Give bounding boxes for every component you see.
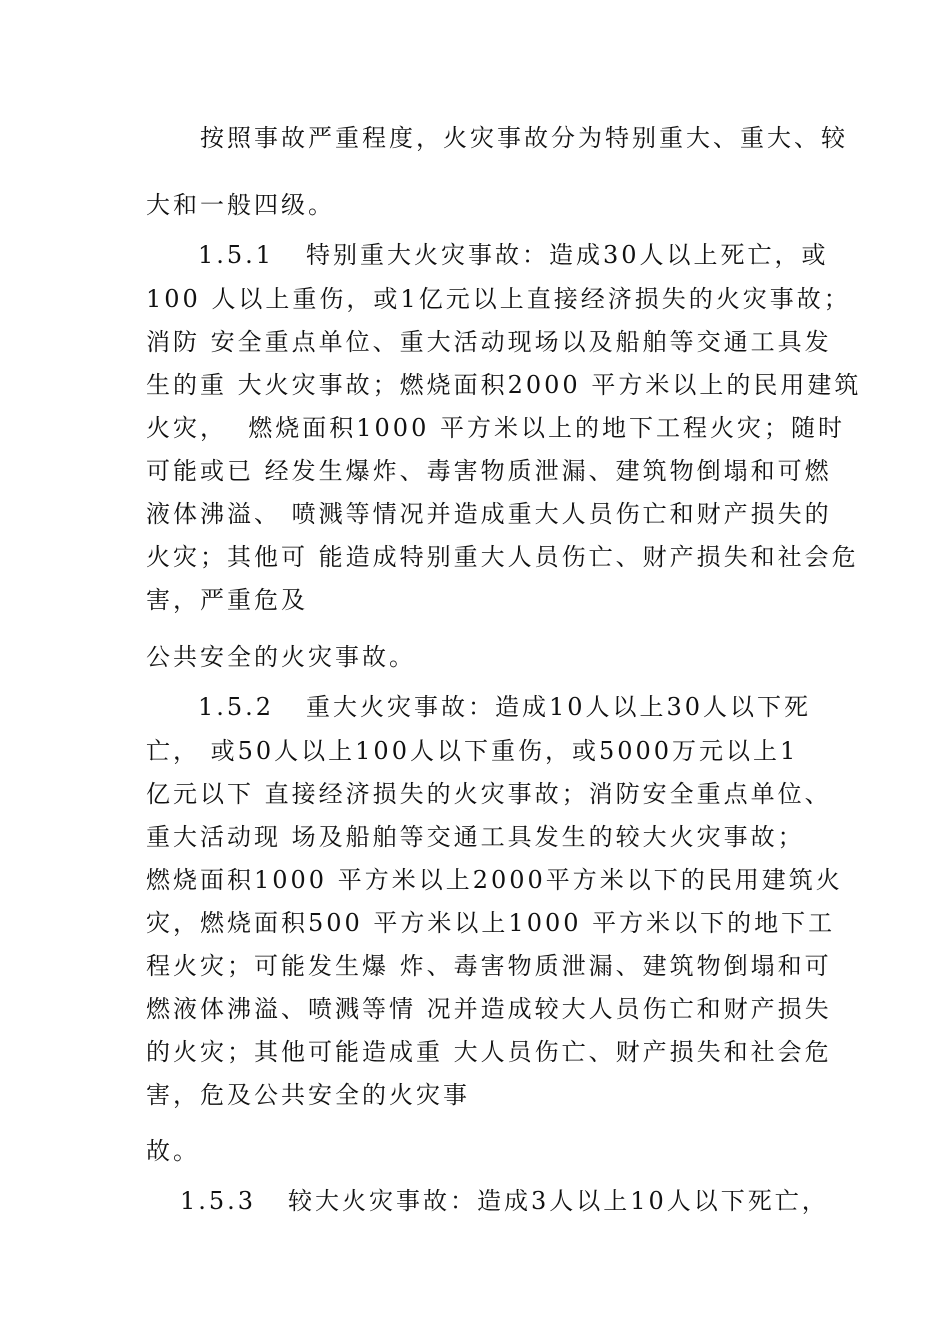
text-line: 可能或已 经发生爆炸、毒害物质泄漏、建筑物倒塌和可燃 (146, 457, 832, 485)
text-line: 亿元以下 直接经济损失的火灾事故；消防安全重点单位、 (146, 780, 832, 808)
text-line: 公共安全的火灾事故。 (146, 643, 416, 671)
text-line: 燃烧面积1000 平方米以上2000平方米以下的民用建筑火 (146, 866, 843, 894)
text-line: 1.5.2 重大火灾事故：造成10人以上30人以下死 (198, 693, 812, 721)
text-line: 1.5.3 较大火灾事故：造成3人以上10人以下死亡， (180, 1187, 829, 1215)
text-line: 液体沸溢、 喷溅等情况并造成重大人员伤亡和财产损失的 (146, 500, 832, 528)
text-line: 故。 (146, 1137, 200, 1165)
text-line: 火灾， 燃烧面积1000 平方米以上的地下工程火灾；随时 (146, 414, 845, 442)
text-line: 100 人以上重伤，或1亿元以上直接经济损失的火灾事故； (146, 285, 851, 313)
text-line: 害，严重危及 (146, 586, 308, 614)
text-line: 燃液体沸溢、喷溅等情 况并造成较大人员伤亡和财产损失 (146, 995, 832, 1023)
text-line: 害，危及公共安全的火灾事 (146, 1081, 470, 1109)
text-line: 火灾；其他可 能造成特别重大人员伤亡、财产损失和社会危 (146, 543, 859, 571)
text-line: 大和一般四级。 (146, 191, 335, 219)
text-line: 1.5.1 特别重大火灾事故：造成30人以上死亡，或 (198, 241, 829, 269)
text-line: 程火灾；可能发生爆 炸、毒害物质泄漏、建筑物倒塌和可 (146, 952, 832, 980)
text-line: 生的重 大火灾事故；燃烧面积2000 平方米以上的民用建筑 (146, 371, 862, 399)
text-line: 重大活动现 场及船舶等交通工具发生的较大火灾事故； (146, 823, 805, 851)
text-line: 消防 安全重点单位、重大活动现场以及船舶等交通工具发 (146, 328, 832, 356)
text-line: 按照事故严重程度，火灾事故分为特别重大、重大、较 (200, 124, 848, 152)
text-line: 灾，燃烧面积500 平方米以上1000 平方米以下的地下工 (146, 909, 836, 937)
text-line: 的火灾；其他可能造成重 大人员伤亡、财产损失和社会危 (146, 1038, 832, 1066)
text-line: 亡， 或50人以上100人以下重伤，或5000万元以上1 (146, 737, 799, 765)
